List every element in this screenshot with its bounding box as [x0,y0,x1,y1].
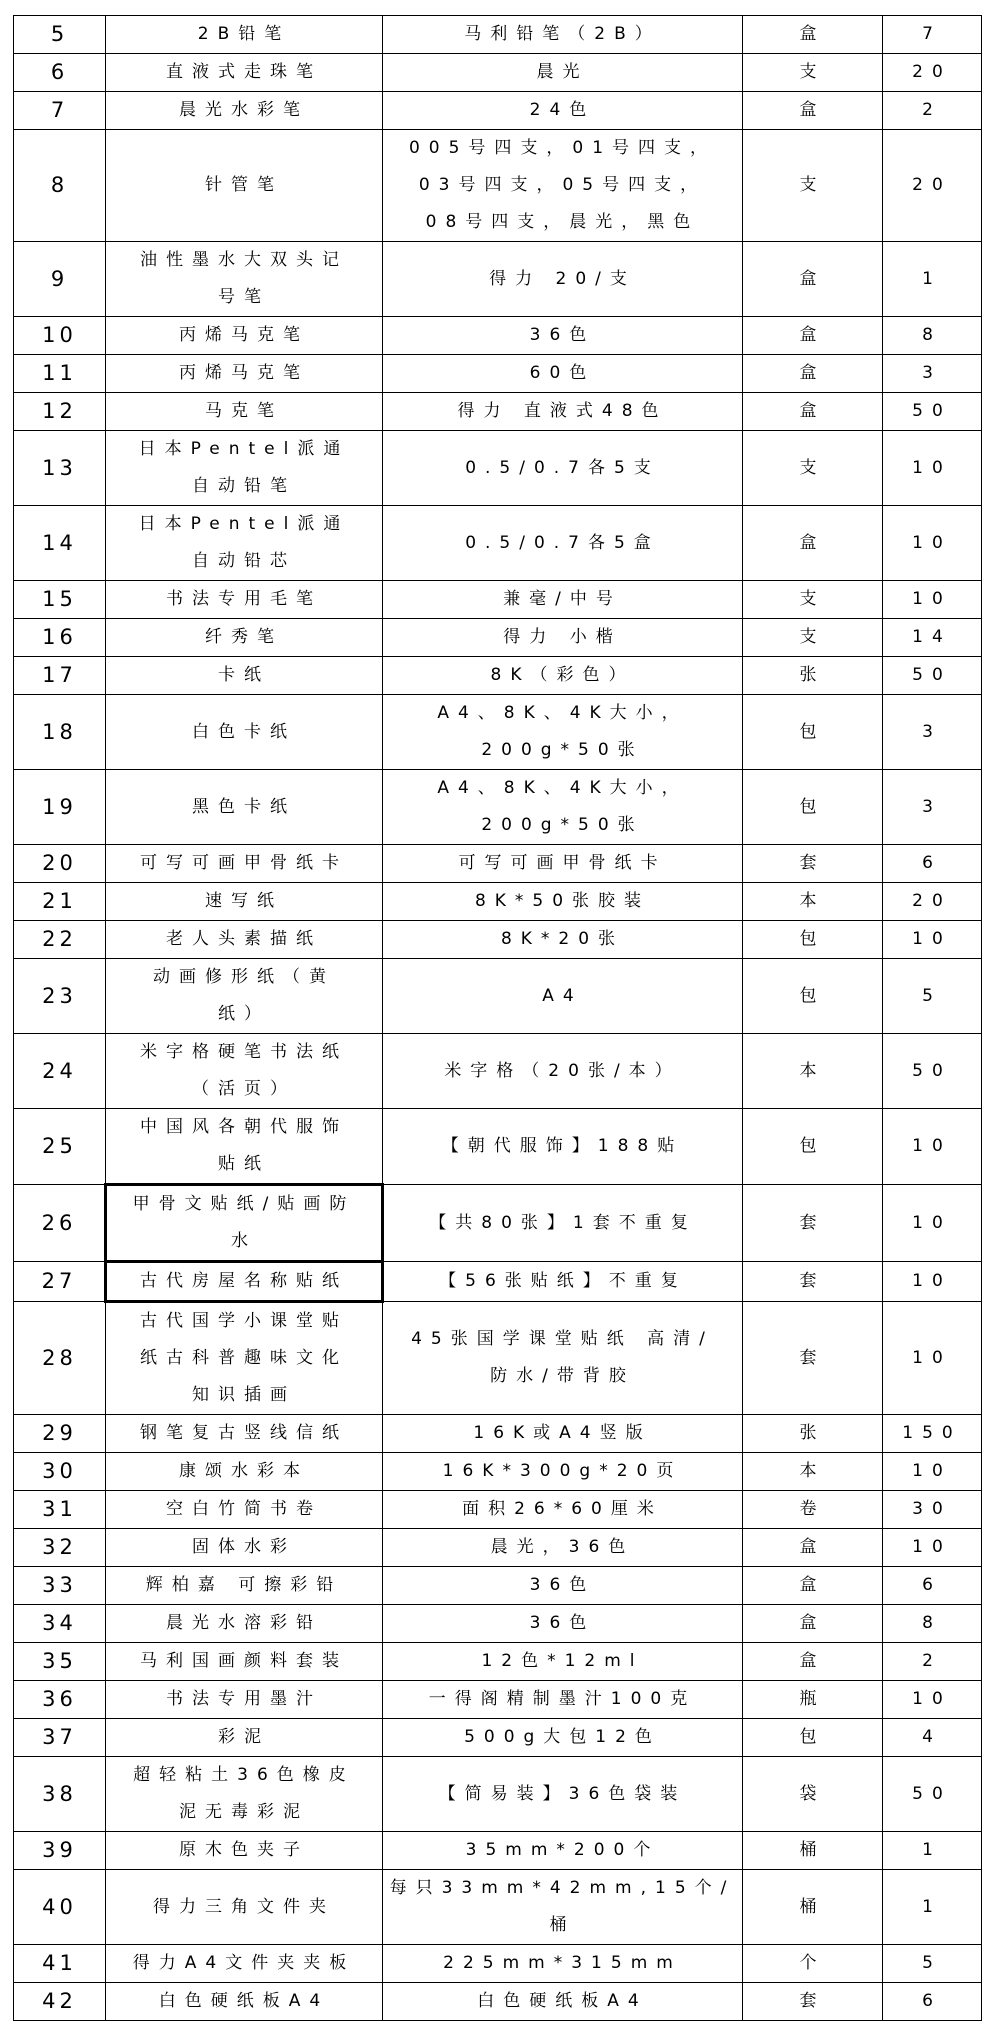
item-name-cell: 甲骨文贴纸/贴画防 水 [106,1185,383,1262]
table-row [14,1453,982,1491]
item-number-cell: 23 [14,959,106,1034]
item-number-cell: 10 [14,317,106,355]
item-unit-cell: 包 [743,1109,883,1185]
table-row [14,695,982,770]
table-row [14,845,982,883]
table-row [14,1643,982,1681]
item-spec-cell: 24色 [383,92,743,130]
item-unit-cell: 套 [743,1262,883,1302]
item-number-cell: 20 [14,845,106,883]
item-quantity-cell: 20 [883,54,982,92]
item-number-cell: 9 [14,242,106,317]
item-unit-cell: 支 [743,619,883,657]
item-quantity-cell: 10 [883,431,982,506]
item-name-cell: 空白竹简书卷 [106,1491,383,1529]
item-name-cell: 得力三角文件夹 [106,1870,383,1945]
item-spec-cell: 一得阁精制墨汁100克 [383,1681,743,1719]
item-spec-cell: 每只33mm*42mm,15个/ 桶 [383,1870,743,1945]
item-quantity-cell: 30 [883,1491,982,1529]
item-unit-cell: 盒 [743,1605,883,1643]
table-row [14,1262,982,1302]
item-quantity-cell: 50 [883,393,982,431]
item-unit-cell: 盒 [743,242,883,317]
item-unit-cell: 袋 [743,1757,883,1832]
item-unit-cell: 套 [743,1983,883,2021]
table-row [14,130,982,242]
item-number-cell: 13 [14,431,106,506]
item-number-cell: 35 [14,1643,106,1681]
item-number-cell: 38 [14,1757,106,1832]
item-spec-cell: 白色硬纸板A4 [383,1983,743,2021]
item-quantity-cell: 5 [883,1945,982,1983]
table-row [14,506,982,581]
item-number-cell: 17 [14,657,106,695]
table-row [14,883,982,921]
item-name-cell: 钢笔复古竖线信纸 [106,1415,383,1453]
item-quantity-cell: 50 [883,657,982,695]
item-name-cell: 彩泥 [106,1719,383,1757]
item-spec-cell: 12色*12ml [383,1643,743,1681]
item-name-cell: 直液式走珠笔 [106,54,383,92]
item-quantity-cell: 10 [883,1681,982,1719]
table-row [14,657,982,695]
item-spec-cell: 晨光，36色 [383,1529,743,1567]
item-unit-cell: 套 [743,1185,883,1262]
table-body [14,16,982,2021]
item-quantity-cell: 20 [883,130,982,242]
item-spec-cell: 225mm*315mm [383,1945,743,1983]
item-unit-cell: 瓶 [743,1681,883,1719]
item-name-cell: 超轻粘土36色橡皮 泥无毒彩泥 [106,1757,383,1832]
item-unit-cell: 桶 [743,1870,883,1945]
item-spec-cell: 16K*300g*20页 [383,1453,743,1491]
item-spec-cell: 8K*20张 [383,921,743,959]
item-number-cell: 5 [14,16,106,54]
item-name-cell: 可写可画甲骨纸卡 [106,845,383,883]
item-unit-cell: 包 [743,695,883,770]
table-row [14,431,982,506]
item-name-cell: 辉柏嘉 可擦彩铅 [106,1567,383,1605]
item-unit-cell: 盒 [743,317,883,355]
item-number-cell: 37 [14,1719,106,1757]
item-number-cell: 39 [14,1832,106,1870]
item-name-cell: 日本Pentel派通 自动铅笔 [106,431,383,506]
item-unit-cell: 盒 [743,393,883,431]
item-number-cell: 7 [14,92,106,130]
item-spec-cell: 面积26*60厘米 [383,1491,743,1529]
item-unit-cell: 支 [743,54,883,92]
item-unit-cell: 盒 [743,506,883,581]
table-row [14,1832,982,1870]
item-quantity-cell: 6 [883,1567,982,1605]
item-unit-cell: 支 [743,581,883,619]
item-number-cell: 28 [14,1302,106,1415]
item-name-cell: 针管笔 [106,130,383,242]
table-row [14,1529,982,1567]
item-number-cell: 19 [14,770,106,845]
item-unit-cell: 盒 [743,1643,883,1681]
item-spec-cell: 60色 [383,355,743,393]
item-name-cell: 康颂水彩本 [106,1453,383,1491]
table-row [14,1185,982,1262]
table-row [14,16,982,54]
item-name-cell: 中国风各朝代服饰 贴纸 [106,1109,383,1185]
item-name-cell: 油性墨水大双头记 号笔 [106,242,383,317]
item-quantity-cell: 7 [883,16,982,54]
item-name-cell: 卡纸 [106,657,383,695]
item-name-cell: 书法专用墨汁 [106,1681,383,1719]
item-name-cell: 米字格硬笔书法纸 （活页） [106,1034,383,1109]
item-quantity-cell: 6 [883,845,982,883]
table-row [14,1567,982,1605]
table-row [14,619,982,657]
item-number-cell: 8 [14,130,106,242]
item-quantity-cell: 6 [883,1983,982,2021]
item-number-cell: 24 [14,1034,106,1109]
item-number-cell: 34 [14,1605,106,1643]
item-unit-cell: 套 [743,845,883,883]
item-spec-cell: 8K（彩色） [383,657,743,695]
item-spec-cell: 45张国学课堂贴纸 高清/ 防水/带背胶 [383,1302,743,1415]
item-quantity-cell: 1 [883,1870,982,1945]
supplies-table [13,15,982,2021]
table-row [14,393,982,431]
item-quantity-cell: 8 [883,317,982,355]
item-name-cell: 白色卡纸 [106,695,383,770]
item-unit-cell: 包 [743,770,883,845]
item-spec-cell: 005号四支，01号四支， 03号四支，05号四支， 08号四支，晨光，黑色 [383,130,743,242]
item-number-cell: 29 [14,1415,106,1453]
table-row [14,242,982,317]
item-unit-cell: 套 [743,1302,883,1415]
item-spec-cell: 0.5/0.7各5盒 [383,506,743,581]
item-quantity-cell: 10 [883,581,982,619]
item-unit-cell: 包 [743,959,883,1034]
table-row [14,1757,982,1832]
item-spec-cell: 35mm*200个 [383,1832,743,1870]
item-quantity-cell: 3 [883,695,982,770]
item-quantity-cell: 3 [883,770,982,845]
item-quantity-cell: 14 [883,619,982,657]
table-row [14,317,982,355]
item-spec-cell: 可写可画甲骨纸卡 [383,845,743,883]
item-name-cell: 日本Pentel派通 自动铅芯 [106,506,383,581]
item-unit-cell: 张 [743,1415,883,1453]
item-spec-cell: 米字格（20张/本） [383,1034,743,1109]
item-quantity-cell: 10 [883,506,982,581]
table-row [14,959,982,1034]
item-name-cell: 丙烯马克笔 [106,355,383,393]
item-unit-cell: 包 [743,921,883,959]
item-number-cell: 6 [14,54,106,92]
item-unit-cell: 支 [743,431,883,506]
item-spec-cell: 36色 [383,317,743,355]
item-unit-cell: 卷 [743,1491,883,1529]
item-quantity-cell: 10 [883,1185,982,1262]
item-spec-cell: 8K*50张胶装 [383,883,743,921]
item-spec-cell: 0.5/0.7各5支 [383,431,743,506]
table-row [14,1719,982,1757]
item-unit-cell: 盒 [743,92,883,130]
item-name-cell: 原木色夹子 [106,1832,383,1870]
item-number-cell: 26 [14,1185,106,1262]
item-unit-cell: 桶 [743,1832,883,1870]
item-quantity-cell: 10 [883,1529,982,1567]
item-name-cell: 丙烯马克笔 [106,317,383,355]
item-name-cell: 白色硬纸板A4 [106,1983,383,2021]
table-row [14,92,982,130]
table-row [14,770,982,845]
table-row [14,1034,982,1109]
item-number-cell: 11 [14,355,106,393]
item-spec-cell: A4、8K、4K大小， 200g*50张 [383,695,743,770]
item-quantity-cell: 2 [883,1643,982,1681]
item-unit-cell: 盒 [743,16,883,54]
item-spec-cell: 500g大包12色 [383,1719,743,1757]
item-spec-cell: A4 [383,959,743,1034]
item-unit-cell: 包 [743,1719,883,1757]
item-number-cell: 32 [14,1529,106,1567]
item-number-cell: 33 [14,1567,106,1605]
table-row [14,355,982,393]
item-spec-cell: 得力 直液式48色 [383,393,743,431]
table-row [14,1945,982,1983]
item-name-cell: 晨光水彩笔 [106,92,383,130]
item-name-cell: 黑色卡纸 [106,770,383,845]
item-number-cell: 21 [14,883,106,921]
table-row [14,581,982,619]
item-spec-cell: 晨光 [383,54,743,92]
item-quantity-cell: 20 [883,883,982,921]
item-number-cell: 22 [14,921,106,959]
item-number-cell: 31 [14,1491,106,1529]
item-name-cell: 动画修形纸（黄 纸） [106,959,383,1034]
item-name-cell: 马克笔 [106,393,383,431]
table-row [14,1491,982,1529]
item-spec-cell: 36色 [383,1567,743,1605]
item-quantity-cell: 150 [883,1415,982,1453]
item-spec-cell: 【56张贴纸】不重复 [383,1262,743,1302]
table-row [14,1870,982,1945]
item-number-cell: 15 [14,581,106,619]
item-spec-cell: 16K或A4竖版 [383,1415,743,1453]
item-name-cell: 老人头素描纸 [106,921,383,959]
item-quantity-cell: 3 [883,355,982,393]
item-quantity-cell: 10 [883,1262,982,1302]
item-name-cell: 速写纸 [106,883,383,921]
item-quantity-cell: 2 [883,92,982,130]
item-spec-cell: 马利铅笔（2B） [383,16,743,54]
item-quantity-cell: 10 [883,1453,982,1491]
item-spec-cell: 兼毫/中号 [383,581,743,619]
item-unit-cell: 盒 [743,1529,883,1567]
item-number-cell: 36 [14,1681,106,1719]
table-row [14,1681,982,1719]
item-name-cell: 书法专用毛笔 [106,581,383,619]
item-number-cell: 27 [14,1262,106,1302]
table-row [14,54,982,92]
item-name-cell: 马利国画颜料套装 [106,1643,383,1681]
item-name-cell: 得力A4文件夹夹板 [106,1945,383,1983]
item-quantity-cell: 4 [883,1719,982,1757]
item-quantity-cell: 50 [883,1757,982,1832]
item-number-cell: 40 [14,1870,106,1945]
item-spec-cell: 【共80张】1套不重复 [383,1185,743,1262]
table-row [14,1302,982,1415]
item-unit-cell: 本 [743,883,883,921]
item-name-cell: 纤秀笔 [106,619,383,657]
table-row [14,921,982,959]
item-quantity-cell: 8 [883,1605,982,1643]
item-name-cell: 2B铅笔 [106,16,383,54]
table-row [14,1109,982,1185]
item-quantity-cell: 1 [883,1832,982,1870]
item-number-cell: 42 [14,1983,106,2021]
item-name-cell: 古代国学小课堂贴 纸古科普趣味文化 知识插画 [106,1302,383,1415]
item-unit-cell: 张 [743,657,883,695]
item-quantity-cell: 1 [883,242,982,317]
item-unit-cell: 本 [743,1034,883,1109]
table-row [14,1983,982,2021]
item-name-cell: 固体水彩 [106,1529,383,1567]
item-number-cell: 16 [14,619,106,657]
item-spec-cell: A4、8K、4K大小， 200g*50张 [383,770,743,845]
item-unit-cell: 盒 [743,355,883,393]
item-spec-cell: 得力 小楷 [383,619,743,657]
item-name-cell: 晨光水溶彩铅 [106,1605,383,1643]
item-unit-cell: 本 [743,1453,883,1491]
item-unit-cell: 个 [743,1945,883,1983]
item-quantity-cell: 10 [883,921,982,959]
item-number-cell: 41 [14,1945,106,1983]
item-number-cell: 25 [14,1109,106,1185]
item-spec-cell: 【简易装】36色袋装 [383,1757,743,1832]
item-quantity-cell: 10 [883,1302,982,1415]
item-spec-cell: 得力 20/支 [383,242,743,317]
table-row [14,1605,982,1643]
table-row [14,1415,982,1453]
item-unit-cell: 盒 [743,1567,883,1605]
item-number-cell: 12 [14,393,106,431]
item-number-cell: 18 [14,695,106,770]
item-quantity-cell: 50 [883,1034,982,1109]
item-unit-cell: 支 [743,130,883,242]
item-spec-cell: 【朝代服饰】188贴 [383,1109,743,1185]
item-spec-cell: 36色 [383,1605,743,1643]
item-quantity-cell: 5 [883,959,982,1034]
item-number-cell: 30 [14,1453,106,1491]
item-quantity-cell: 10 [883,1109,982,1185]
item-number-cell: 14 [14,506,106,581]
item-name-cell: 古代房屋名称贴纸 [106,1262,383,1302]
